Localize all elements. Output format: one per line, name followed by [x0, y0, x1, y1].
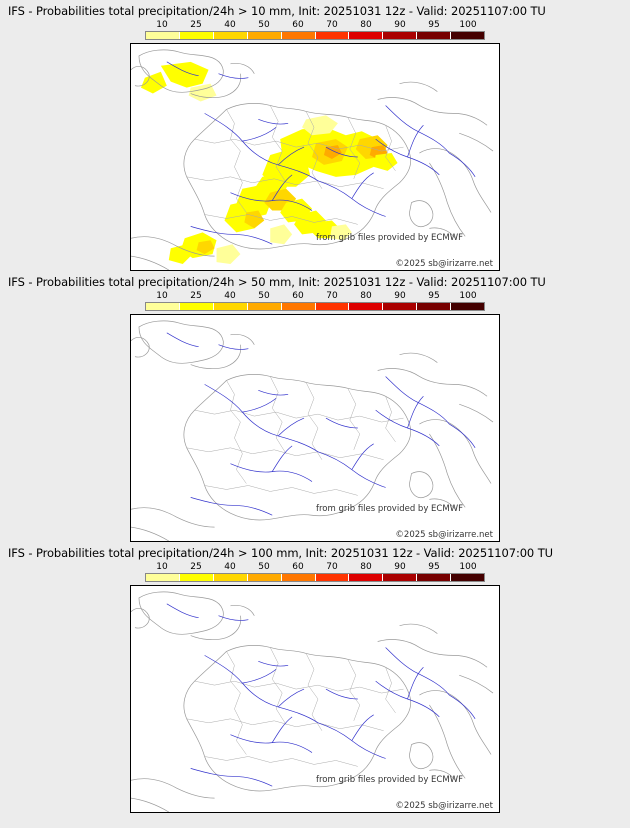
- legend-swatch-1: [180, 574, 214, 581]
- legend-tick-7: 90: [394, 291, 406, 301]
- panel-100mm: [0, 542, 630, 813]
- legend-colorbar: [145, 31, 485, 40]
- panel-50mm: [0, 271, 630, 542]
- legend-swatch-0: [146, 32, 180, 39]
- legend-swatch-5: [316, 574, 350, 581]
- map-100mm[interactable]: [130, 585, 500, 813]
- legend-tick-6: 80: [360, 562, 372, 572]
- legend-50mm: [145, 291, 485, 311]
- legend-swatch-8: [417, 303, 451, 310]
- legend-swatch-3: [248, 32, 282, 39]
- legend-tick-0: 10: [156, 20, 168, 30]
- legend-10mm: [145, 20, 485, 40]
- legend-tick-2: 40: [224, 291, 236, 301]
- rivers: [167, 333, 475, 515]
- source-note-100mm: from grib files provided by ECMWF: [316, 775, 463, 785]
- legend-tick-8: 95: [428, 20, 440, 30]
- legend-tick-9: 100: [459, 20, 477, 30]
- legend-tick-6: 80: [360, 291, 372, 301]
- legend-swatch-4: [282, 303, 316, 310]
- legend-tick-9: 100: [459, 562, 477, 572]
- legend-swatch-7: [383, 303, 417, 310]
- legend-tick-9: 100: [459, 291, 477, 301]
- legend-labels: [145, 291, 485, 301]
- legend-swatch-6: [349, 303, 383, 310]
- legend-tick-3: 50: [258, 20, 270, 30]
- legend-tick-6: 80: [360, 20, 372, 30]
- credit-10mm: ©2025 sb@irizarre.net: [395, 259, 493, 269]
- legend-tick-5: 70: [326, 20, 338, 30]
- legend-swatch-8: [417, 32, 451, 39]
- internal-borders: [187, 376, 404, 495]
- legend-tick-0: 10: [156, 291, 168, 301]
- map-10mm[interactable]: [130, 43, 500, 271]
- legend-swatch-4: [282, 574, 316, 581]
- rivers: [167, 604, 475, 786]
- source-note-50mm: from grib files provided by ECMWF: [316, 504, 463, 514]
- map-50mm[interactable]: [130, 314, 500, 542]
- legend-100mm: [145, 562, 485, 582]
- panel-title-10mm: IFS - Probabilities total precipitation/24h > 10 mm, Init: 20251031 12z - Valid: 20251107:00 TU: [8, 4, 546, 18]
- legend-swatch-5: [316, 32, 350, 39]
- legend-swatch-2: [214, 32, 248, 39]
- legend-swatch-2: [214, 574, 248, 581]
- legend-tick-8: 95: [428, 562, 440, 572]
- legend-swatch-9: [451, 303, 484, 310]
- legend-tick-4: 60: [292, 562, 304, 572]
- panel-title-100mm: IFS - Probabilities total precipitation/24h > 100 mm, Init: 20251031 12z - Valid: 20251107:00 TU: [8, 546, 553, 560]
- legend-tick-5: 70: [326, 562, 338, 572]
- legend-swatch-7: [383, 574, 417, 581]
- credit-100mm: ©2025 sb@irizarre.net: [395, 801, 493, 811]
- credit-50mm: ©2025 sb@irizarre.net: [395, 530, 493, 540]
- legend-tick-7: 90: [394, 20, 406, 30]
- legend-tick-2: 40: [224, 562, 236, 572]
- legend-tick-2: 40: [224, 20, 236, 30]
- legend-swatch-9: [451, 32, 484, 39]
- legend-swatch-1: [180, 32, 214, 39]
- legend-swatch-6: [349, 32, 383, 39]
- legend-swatch-6: [349, 574, 383, 581]
- legend-swatch-0: [146, 574, 180, 581]
- legend-tick-1: 25: [190, 562, 202, 572]
- panel-title-50mm: IFS - Probabilities total precipitation/24h > 50 mm, Init: 20251031 12z - Valid: 20251107:00 TU: [8, 275, 546, 289]
- legend-swatch-2: [214, 303, 248, 310]
- legend-labels: [145, 20, 485, 30]
- legend-tick-1: 25: [190, 20, 202, 30]
- legend-colorbar: [145, 573, 485, 582]
- legend-tick-7: 90: [394, 562, 406, 572]
- legend-swatch-9: [451, 574, 484, 581]
- legend-swatch-5: [316, 303, 350, 310]
- legend-colorbar: [145, 302, 485, 311]
- legend-labels: [145, 562, 485, 572]
- legend-swatch-8: [417, 574, 451, 581]
- legend-tick-1: 25: [190, 291, 202, 301]
- legend-tick-0: 10: [156, 562, 168, 572]
- legend-swatch-7: [383, 32, 417, 39]
- legend-swatch-3: [248, 574, 282, 581]
- legend-swatch-4: [282, 32, 316, 39]
- panel-10mm: [0, 0, 630, 271]
- legend-tick-5: 70: [326, 291, 338, 301]
- legend-tick-3: 50: [258, 291, 270, 301]
- legend-tick-4: 60: [292, 291, 304, 301]
- legend-tick-8: 95: [428, 291, 440, 301]
- legend-swatch-1: [180, 303, 214, 310]
- legend-swatch-3: [248, 303, 282, 310]
- internal-borders: [187, 647, 404, 766]
- source-note-10mm: from grib files provided by ECMWF: [316, 233, 463, 243]
- legend-swatch-0: [146, 303, 180, 310]
- legend-tick-3: 50: [258, 562, 270, 572]
- legend-tick-4: 60: [292, 20, 304, 30]
